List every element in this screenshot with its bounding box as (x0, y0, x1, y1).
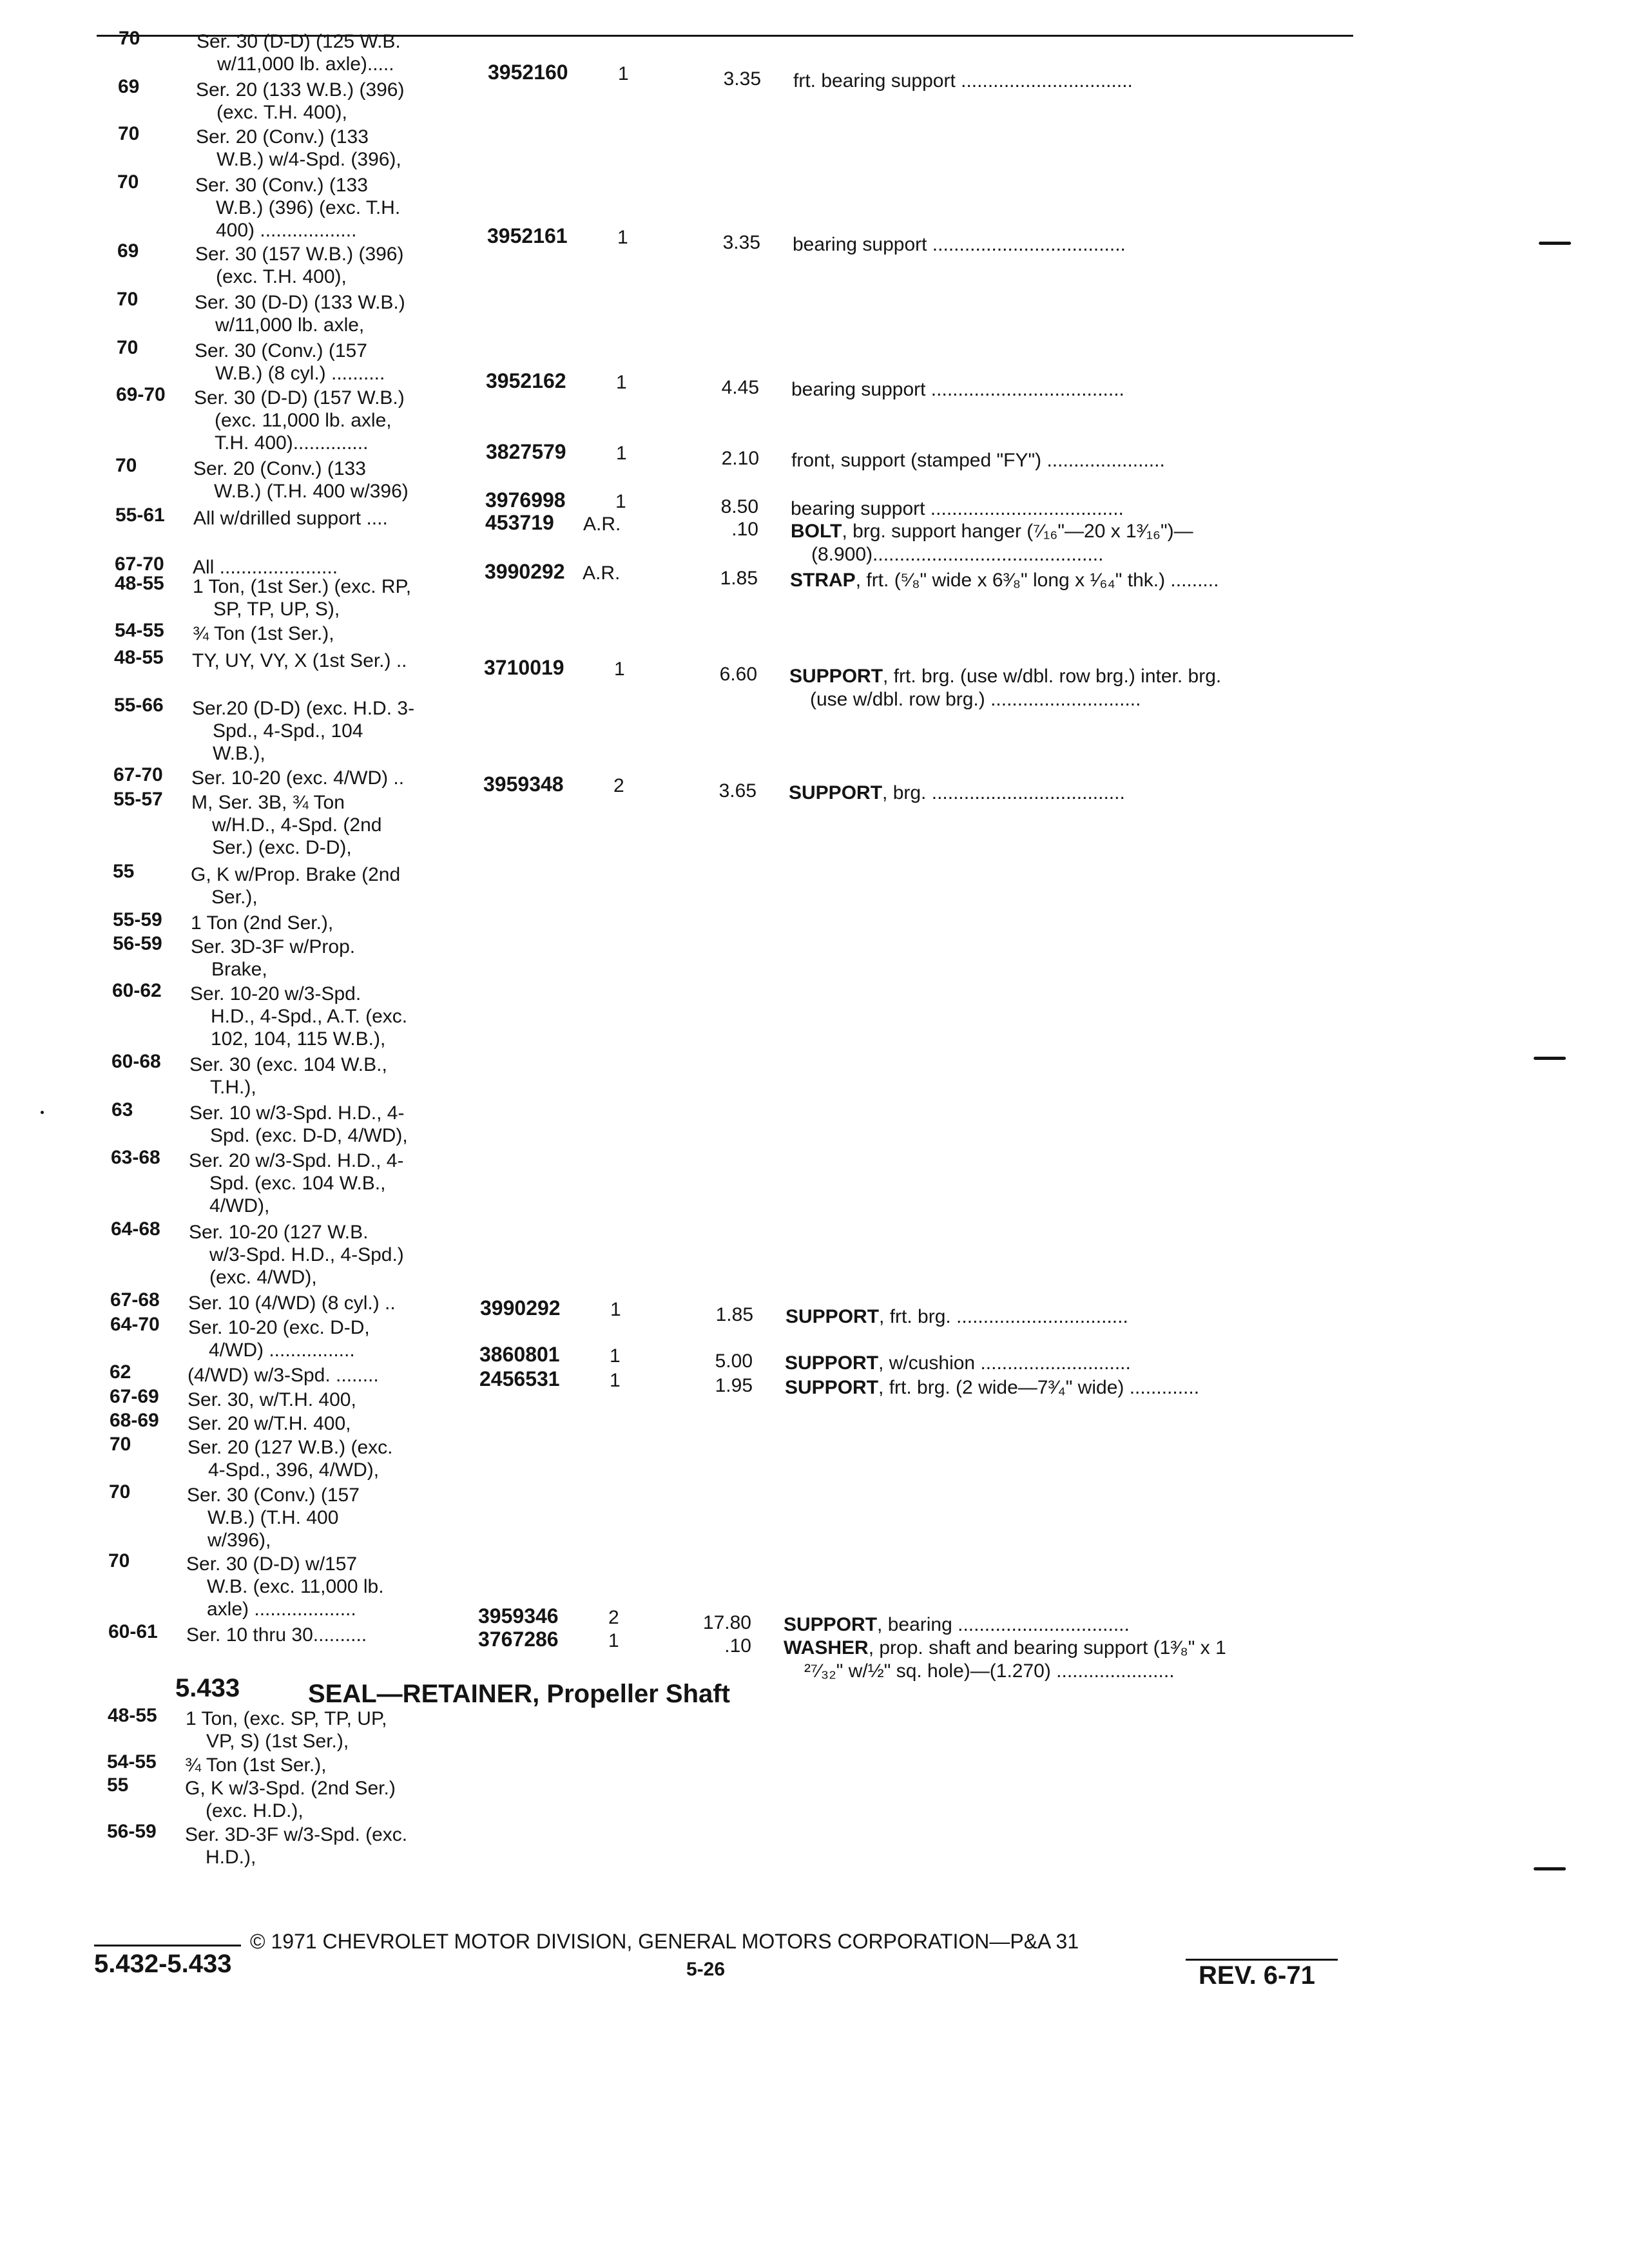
application-text (188, 1389, 356, 1411)
application-text (186, 1707, 387, 1753)
application-text (192, 649, 407, 672)
model-year: 70 (108, 1550, 130, 1571)
application-line: 4/WD) ................ (209, 1340, 355, 1361)
description-text: front, support (stamped "FY") ...................... (791, 450, 1165, 471)
application-line: 400) .................. (216, 220, 357, 241)
part-number: 453719 (485, 511, 554, 534)
description-line (789, 782, 1125, 805)
description-text: bearing support .................................... (791, 379, 1124, 400)
application-line: w/396), (207, 1530, 271, 1551)
part-description (789, 782, 1125, 805)
description-text: , prop. shaft and bearing support (1³⁄₈" x 1 (868, 1637, 1226, 1658)
model-year: 56-59 (113, 933, 162, 954)
application-line: W.B. (exc. 11,000 lb. (207, 1576, 384, 1597)
model-year: 55-57 (113, 789, 163, 810)
model-year: 68-69 (110, 1410, 159, 1431)
model-year: 60-62 (112, 980, 162, 1001)
part-description (789, 665, 1221, 711)
application-text (186, 1553, 384, 1620)
application-line: 4/WD), (209, 1195, 270, 1216)
application-line: Ser.) (exc. D-D), (212, 837, 352, 858)
description-line (785, 1376, 1199, 1399)
description-line (784, 1613, 1130, 1637)
footer-revision: REV. 6-71 (1199, 1961, 1315, 1990)
application-line: W.B.) (T.H. 400 (207, 1507, 339, 1528)
application-line: M, Ser. 3B, ¾ Ton (191, 792, 345, 813)
part-description (790, 569, 1219, 592)
application-line: W.B.) (T.H. 400 w/396) (214, 481, 409, 502)
model-year: 67-70 (115, 553, 164, 575)
application-line: Ser. 20 (133 W.B.) (396) (196, 79, 405, 101)
part-number: 3959346 (478, 1604, 559, 1628)
description-line (785, 1352, 1131, 1375)
application-line: Ser. 10-20 (exc. D-D, (188, 1317, 370, 1338)
application-line: Ser. 20 (Conv.) (133 (196, 126, 369, 148)
part-name: SUPPORT (784, 1614, 878, 1635)
margin-mark (1534, 1867, 1566, 1870)
application-text (191, 936, 355, 981)
part-description (793, 70, 1133, 93)
model-year: 69 (118, 76, 140, 97)
application-line: Ser. 30 (D-D) (125 W.B. (197, 31, 401, 52)
application-line: H.D.), (206, 1847, 256, 1868)
price: 2.10 (721, 448, 759, 469)
price: 1.85 (715, 1304, 753, 1325)
description-line (793, 233, 1126, 256)
application-line: Ser. 30 (D-D) w/157 (186, 1553, 358, 1575)
application-line: W.B.) (8 cyl.) .......... (215, 363, 385, 384)
quantity: 1 (610, 1299, 621, 1320)
application-line: Spd., 4-Spd., 104 (213, 720, 363, 742)
application-line: H.D., 4-Spd., A.T. (exc. (211, 1006, 408, 1027)
application-text (189, 1102, 408, 1147)
part-name: SUPPORT (785, 1352, 879, 1374)
section-number: 5.433 (175, 1674, 240, 1702)
application-text (193, 507, 388, 530)
part-description (786, 1305, 1128, 1329)
description-continuation: (8.900)........................................... (811, 544, 1104, 565)
application-line: ¾ Ton (1st Ser.), (193, 623, 334, 644)
price: 3.35 (723, 68, 761, 90)
application-text (194, 387, 405, 454)
model-year: 48-55 (108, 1705, 157, 1726)
application-text (189, 1053, 387, 1099)
application-text (192, 697, 414, 765)
application-text (195, 174, 400, 242)
application-text (191, 791, 381, 859)
application-text (188, 1364, 379, 1387)
footer-copyright: © 1971 CHEVROLET MOTOR DIVISION, GENERAL MOTORS CORPORATION—P&A 31 (250, 1930, 1079, 1953)
application-line: Ser. 20 (Conv.) (133 (193, 458, 366, 479)
quantity: 2 (613, 775, 624, 796)
description-line (791, 449, 1165, 472)
description-continuation: (use w/dbl. row brg.) ............................ (810, 689, 1141, 710)
application-line: Ser. 10-20 (127 W.B. (189, 1222, 369, 1243)
model-year: 64-70 (110, 1314, 160, 1335)
part-name: SUPPORT (786, 1306, 880, 1327)
model-year: 63-68 (111, 1147, 160, 1168)
description-text: , frt. (⁵⁄₈" wide x 6³⁄₈" long x ¹⁄₆₄" thk.) ......... (855, 570, 1219, 591)
part-description (785, 1352, 1131, 1375)
price: .10 (724, 1635, 751, 1657)
application-line: Spd. (exc. 104 W.B., (209, 1173, 386, 1194)
description-text: , w/cushion ............................ (878, 1352, 1131, 1374)
description-line (791, 520, 1193, 543)
quantity: 2 (608, 1607, 619, 1628)
margin-mark (1539, 242, 1571, 245)
model-year: 55-59 (113, 909, 162, 930)
application-line: 1 Ton, (exc. SP, TP, UP, (186, 1708, 387, 1729)
application-line: w/H.D., 4-Spd. (2nd (212, 814, 382, 836)
application-text (193, 575, 411, 620)
model-year: 54-55 (107, 1751, 157, 1773)
part-name: SUPPORT (785, 1377, 879, 1398)
application-line: Ser. 10 (4/WD) (8 cyl.) .. (188, 1293, 396, 1314)
application-line: (exc. 4/WD), (209, 1267, 317, 1288)
part-number: 3976998 (485, 488, 566, 512)
application-line: Ser. 30 (D-D) (157 W.B.) (194, 387, 405, 408)
model-year: 70 (109, 1481, 131, 1503)
application-line: W.B.), (213, 743, 265, 764)
model-year: 56-59 (107, 1821, 157, 1842)
model-year: 60-61 (108, 1621, 158, 1642)
application-text (196, 79, 404, 124)
model-year: 69 (117, 240, 139, 262)
application-line: Ser. 30, w/T.H. 400, (188, 1389, 356, 1410)
application-text (196, 126, 401, 171)
part-name: SUPPORT (789, 782, 883, 803)
quantity: 1 (616, 443, 627, 464)
application-line: (4/WD) w/3-Spd. ........ (188, 1365, 379, 1386)
section-title: SEAL—RETAINER, Propeller Shaft (308, 1680, 730, 1708)
application-line: All ...................... (193, 557, 338, 578)
application-line: (exc. H.D.), (206, 1800, 304, 1821)
application-text (186, 1624, 367, 1646)
part-number: 3959348 (483, 773, 564, 796)
application-line: SP, TP, UP, S), (213, 599, 340, 620)
application-line: W.B.) (396) (exc. T.H. (216, 197, 401, 218)
part-description (791, 497, 1124, 521)
part-number: 3827579 (486, 440, 566, 463)
part-description (791, 449, 1165, 472)
application-line: (exc. 11,000 lb. axle, (215, 410, 392, 431)
application-text (188, 1292, 396, 1314)
quantity: 1 (608, 1630, 619, 1651)
footer-page-number: 5-26 (686, 1959, 726, 1980)
application-text (185, 1777, 396, 1822)
quantity: 1 (614, 658, 625, 680)
description-text: , frt. brg. ................................ (879, 1306, 1128, 1327)
application-line: G, K w/Prop. Brake (2nd (191, 864, 401, 885)
model-year: 70 (117, 289, 139, 310)
margin-mark (1534, 1057, 1566, 1060)
quantity: 1 (610, 1345, 621, 1367)
application-text (195, 291, 405, 336)
application-text (185, 1823, 407, 1869)
quantity: A.R. (583, 514, 621, 535)
application-text (187, 1484, 360, 1552)
application-text (191, 863, 400, 908)
application-line: 1 Ton, (1st Ser.) (exc. RP, (193, 576, 412, 597)
description-line (791, 378, 1124, 401)
quantity: 1 (615, 491, 626, 512)
model-year: 55-66 (114, 695, 164, 716)
model-year: 70 (117, 171, 139, 193)
application-line: Ser. 20 (127 W.B.) (exc. (188, 1437, 393, 1458)
application-text (193, 622, 334, 645)
price: 1.85 (720, 568, 758, 589)
application-line: Ser. 3D-3F w/3-Spd. (exc. (185, 1824, 408, 1845)
part-name: WASHER (784, 1637, 869, 1658)
application-line: Ser. 30 (157 W.B.) (396) (195, 244, 404, 265)
application-line: Ser. 10 w/3-Spd. H.D., 4- (189, 1102, 405, 1124)
part-number: 3990292 (485, 560, 565, 583)
model-year: 70 (115, 455, 137, 476)
footer-section-id: 5.432-5.433 (94, 1950, 232, 1978)
application-line: Ser. 20 w/T.H. 400, (188, 1413, 351, 1434)
application-text (189, 1149, 403, 1217)
part-description (785, 1376, 1199, 1399)
application-line: G, K w/3-Spd. (2nd Ser.) (185, 1778, 396, 1799)
margin-dot (41, 1111, 44, 1114)
part-number: 2456531 (479, 1367, 560, 1390)
application-line: Ser.20 (D-D) (exc. H.D. 3- (192, 698, 415, 719)
application-line: TY, UY, VY, X (1st Ser.) .. (192, 650, 407, 671)
part-description (784, 1613, 1130, 1637)
application-text (188, 1412, 351, 1435)
model-year: 67-68 (110, 1289, 160, 1311)
application-line: 102, 104, 115 W.B.), (211, 1028, 386, 1050)
model-year: 69-70 (116, 384, 166, 405)
application-line: Ser. 10 thru 30.......... (186, 1624, 367, 1646)
footer-rule-right (1186, 1959, 1338, 1961)
application-line: Ser. 10-20 w/3-Spd. (190, 983, 361, 1004)
price: 3.65 (718, 780, 757, 802)
application-line: T.H. 400).............. (215, 432, 369, 454)
application-line: Ser. 30 (Conv.) (157 (195, 340, 367, 361)
description-text: , brg. .................................... (882, 782, 1125, 803)
model-year: 64-68 (111, 1218, 160, 1240)
model-year: 55 (113, 861, 135, 882)
part-number: 3767286 (478, 1628, 559, 1651)
application-line: Ser. 30 (Conv.) (157 (187, 1485, 360, 1506)
model-year: 67-69 (110, 1386, 159, 1407)
model-year: 55 (107, 1774, 129, 1796)
application-line: All w/drilled support .... (193, 508, 388, 529)
footer-rule-left (94, 1945, 241, 1946)
description-text: , bearing ................................ (877, 1614, 1130, 1635)
price: 8.50 (720, 496, 758, 517)
application-line: w/3-Spd. H.D., 4-Spd.) (209, 1244, 404, 1265)
description-line (789, 665, 1221, 688)
part-number: 3952162 (486, 369, 566, 392)
application-line: Brake, (211, 959, 267, 980)
quantity: 1 (610, 1370, 621, 1391)
part-description (791, 378, 1124, 401)
price: 6.60 (719, 664, 757, 685)
application-text (188, 1316, 370, 1361)
application-line: (exc. T.H. 400), (217, 102, 347, 123)
application-line: w/11,000 lb. axle)..... (217, 53, 394, 75)
part-number: 3952161 (487, 224, 568, 247)
application-line: W.B.) w/4-Spd. (396), (217, 149, 401, 170)
description-text: , frt. brg. (2 wide—7³⁄₄" wide) ............. (878, 1377, 1200, 1398)
model-year: 55-61 (115, 505, 165, 526)
part-number: 3952160 (488, 61, 568, 84)
application-line: 4-Spd., 396, 4/WD), (208, 1459, 380, 1481)
application-text (191, 912, 333, 934)
part-number: 3710019 (484, 656, 564, 679)
part-name: STRAP (790, 570, 856, 591)
model-year: 63 (111, 1099, 133, 1120)
application-text (193, 457, 409, 503)
application-text (195, 243, 403, 288)
application-line: Spd. (exc. D-D, 4/WD), (210, 1125, 408, 1146)
application-text (191, 767, 404, 789)
model-year: 62 (110, 1361, 131, 1383)
part-description (784, 1637, 1226, 1683)
application-text (185, 1754, 327, 1776)
application-line: Ser. 30 (D-D) (133 W.B.) (195, 292, 405, 313)
part-name: BOLT (791, 521, 842, 542)
description-line (791, 497, 1124, 521)
description-line (793, 70, 1133, 93)
quantity: A.R. (583, 562, 621, 584)
description-text: bearing support .................................... (791, 498, 1124, 519)
price: 4.45 (721, 377, 759, 398)
description-text: frt. bearing support ................................ (793, 70, 1133, 91)
description-line (786, 1305, 1128, 1329)
application-line: VP, S) (1st Ser.), (206, 1731, 349, 1752)
model-year: 70 (110, 1434, 131, 1455)
description-line (790, 569, 1219, 592)
model-year: 70 (118, 123, 140, 144)
application-line: w/11,000 lb. axle, (215, 314, 365, 336)
application-line: Ser. 20 w/3-Spd. H.D., 4- (189, 1150, 404, 1171)
application-line: (exc. T.H. 400), (216, 266, 347, 287)
description-continuation: ²⁷⁄₃₂" w/½" sq. hole)—(1.270) ...................... (804, 1660, 1175, 1682)
description-text: , brg. support hanger (⁷⁄₁₆"—20 x 1³⁄₁₆")— (842, 521, 1193, 542)
application-line: Ser. 10-20 (exc. 4/WD) .. (191, 767, 405, 789)
quantity: 1 (616, 372, 627, 393)
application-line: T.H.), (210, 1077, 256, 1098)
application-text (195, 340, 385, 385)
application-text (190, 983, 407, 1050)
model-year: 48-55 (114, 647, 164, 668)
model-year: 54-55 (115, 620, 164, 641)
model-year: 70 (119, 28, 140, 49)
description-text: , frt. brg. (use w/dbl. row brg.) inter. brg. (883, 666, 1222, 687)
part-number: 3860801 (479, 1343, 560, 1366)
model-year: 70 (117, 337, 139, 358)
part-description (793, 233, 1126, 256)
price: 5.00 (715, 1350, 753, 1372)
application-text (188, 1436, 392, 1481)
model-year: 60-68 (111, 1051, 161, 1072)
application-line: Ser. 30 (exc. 104 W.B., (189, 1054, 387, 1075)
price: .10 (731, 519, 758, 540)
application-line: Ser.), (211, 887, 258, 908)
description-text: bearing support .................................... (793, 234, 1126, 255)
application-line: ¾ Ton (1st Ser.), (185, 1754, 327, 1776)
part-number: 3990292 (480, 1296, 561, 1320)
application-line: Ser. 30 (Conv.) (133 (195, 175, 368, 196)
application-text (197, 30, 401, 75)
price: 1.95 (715, 1375, 753, 1396)
quantity: 1 (617, 227, 628, 248)
price: 17.80 (702, 1612, 751, 1633)
application-text (189, 1221, 404, 1289)
application-line: axle) ................... (207, 1599, 356, 1620)
application-line: 1 Ton (2nd Ser.), (191, 912, 334, 934)
part-description (791, 520, 1193, 566)
application-line: Ser. 3D-3F w/Prop. (191, 936, 356, 957)
model-year: 67-70 (113, 764, 163, 785)
price: 3.35 (722, 232, 760, 253)
part-name: SUPPORT (789, 666, 883, 687)
quantity: 1 (618, 63, 629, 84)
description-line (784, 1637, 1226, 1660)
model-year: 48-55 (115, 573, 164, 594)
